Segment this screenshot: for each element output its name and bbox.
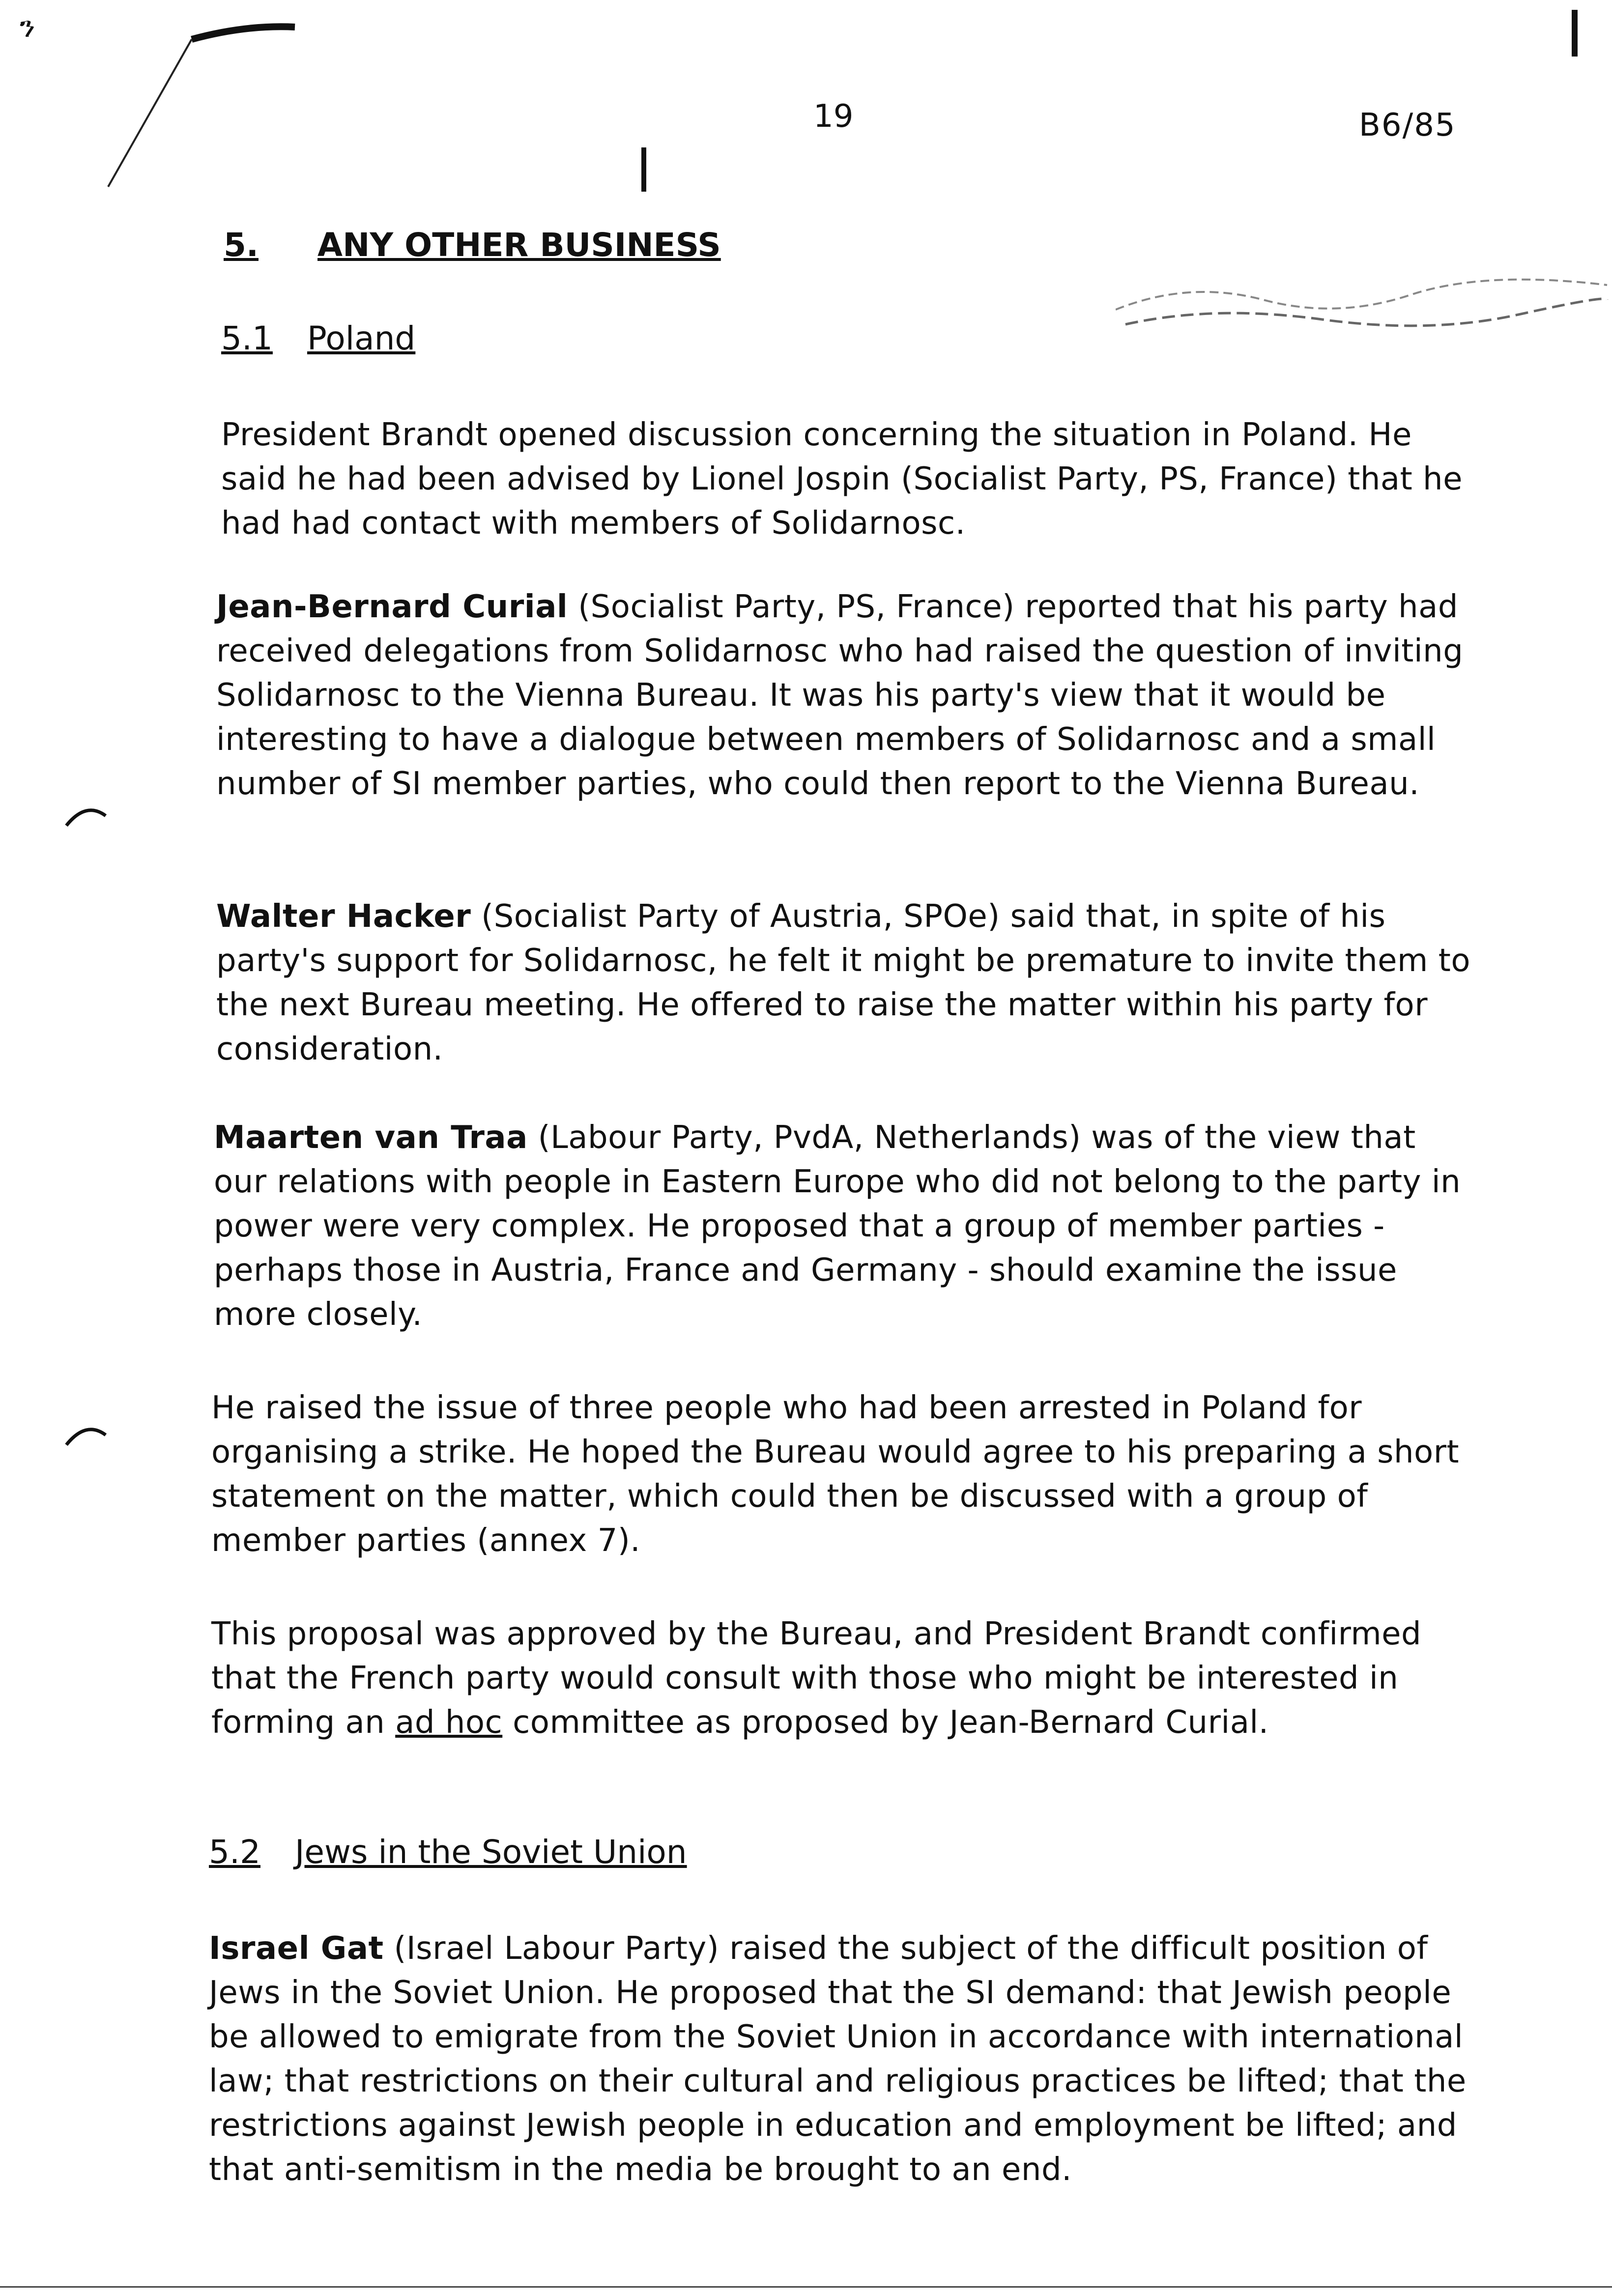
pen-stroke-mark (98, 10, 305, 197)
paragraph: President Brandt opened discussion concerning the situation in Poland. He said he had been advised by Lionel Jospin (Socialist Party, PS, France) that he had had contact with members of Solidarnosc. (221, 417, 1463, 542)
document-reference: B6/85 (1359, 107, 1456, 144)
corner-glyph-mark: ን (20, 10, 35, 44)
subsection-heading (209, 1833, 687, 1871)
speaker-name: Walter Hacker (216, 898, 471, 935)
subsection-title: Poland (307, 319, 416, 357)
subsection-title: Jews in the Soviet Union (294, 1833, 687, 1871)
subsection-number: 5.2 (209, 1833, 260, 1871)
paragraph: Walter Hacker (Socialist Party of Austria, SPOe) said that, in spite of his party's support for Solidarnosc, he felt it might be premature to invite them to the next Bureau meeting. He offered to raise the matter within his party for consideration. (216, 898, 1470, 1067)
punch-hole-mark (64, 801, 108, 831)
margin-tick-mark (641, 147, 646, 192)
subsection-heading (221, 319, 415, 357)
page-bottom-edge (0, 2286, 1612, 2288)
punch-hole-mark (64, 1420, 108, 1450)
corner-tick-mark (1572, 10, 1578, 57)
paragraph: He raised the issue of three people who had been arrested in Poland for organising a strike. He hoped the Bureau would agree to his preparing a short statement on the matter, which could then be discussed with a group of member parties (annex 7). (211, 1390, 1460, 1559)
paragraph: Israel Gat (Israel Labour Party) raised the subject of the difficult position of Jews in the Soviet Union. He proposed that the SI demand: that Jewish people be allowed to emigrate from the Soviet Union in accordance with international law; that restrictions on their cultural and religious practices be lifted; that the restrictions against Jewish people in education and employment be lifted; and that anti-semitism in the media be brought to an end. (209, 1930, 1467, 2188)
section-number: 5. (224, 226, 259, 264)
speaker-name: Israel Gat (209, 1930, 384, 1967)
speaker-name: Maarten van Traa (214, 1119, 528, 1156)
speaker-name: Jean-Bernard Curial (216, 589, 568, 625)
underlined-term: ad hoc (395, 1704, 503, 1741)
subsection-number: 5.1 (221, 319, 273, 357)
section-title: ANY OTHER BUSINESS (317, 226, 721, 264)
scribble-mark (1116, 265, 1612, 354)
paragraph: Maarten van Traa (Labour Party, PvdA, Netherlands) was of the view that our relations with people in Eastern Europe who did not belong to the party in power were very complex. He proposed that a group of member parties - perhaps those in Austria, France and Germany - should examine the issue more closely. (214, 1119, 1461, 1333)
paragraph: This proposal was approved by the Bureau, and President Brandt confirmed that the French party would consult with those who might be interested in forming an ad hoc committee as proposed by Jean-Bernard Curial. (211, 1616, 1422, 1741)
section-heading (224, 226, 721, 264)
paragraph: Jean-Bernard Curial (Socialist Party, PS, France) reported that his party had received delegations from Solidarnosc who had raised the question of inviting Solidarnosc to the Vienna Bureau. It was his party's view that it would be interesting to have a dialogue between members of Solidarnosc and a small number of SI member parties, who could then report to the Vienna Bureau. (216, 589, 1464, 802)
page-number: 19 (813, 98, 854, 135)
